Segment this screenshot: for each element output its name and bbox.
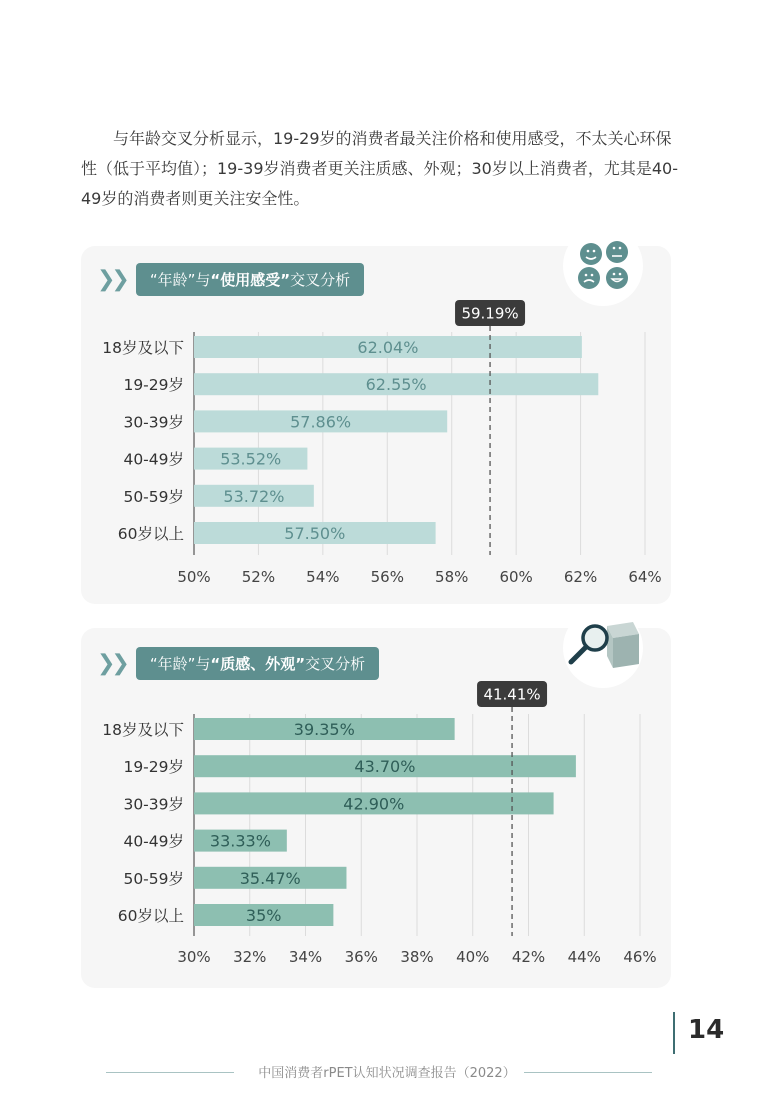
double-chevron-icon: ❯❯ — [97, 651, 126, 676]
category-label: 30-39岁 — [123, 795, 184, 814]
category-label: 40-49岁 — [123, 450, 184, 469]
category-label: 50-59岁 — [123, 869, 184, 888]
bar-value-label: 35.47% — [239, 868, 301, 888]
chart2-title-bold: “质感、外观” — [210, 655, 306, 673]
x-tick-label: 62% — [563, 568, 598, 586]
x-tick-label: 64% — [628, 568, 662, 586]
intro-paragraph: 与年龄交叉分析显示，19-29岁的消费者最关注价格和使用感受，不太关心环保性（低于平均值）；19-39岁消费者更关注质感、外观；30岁以上消费者，尤其是40-49岁的消费者则更关注安全性。 — [81, 129, 678, 208]
average-label: 41.41% — [483, 685, 541, 704]
x-tick-label: 54% — [306, 568, 340, 586]
chart1-title-bold: “使用感受” — [210, 271, 291, 289]
category-label: 18岁及以下 — [102, 339, 184, 357]
x-tick-label: 34% — [288, 948, 323, 966]
x-tick-label: 30% — [177, 948, 211, 966]
category-label: 19-29岁 — [123, 758, 184, 777]
x-tick-label: 38% — [400, 948, 434, 966]
bar-value-label: 62.55% — [365, 375, 427, 395]
x-tick-label: 40% — [456, 948, 490, 966]
category-label: 60岁以上 — [117, 525, 184, 543]
bar-value-label: 35% — [245, 906, 282, 925]
x-tick-label: 44% — [567, 948, 601, 966]
page-number-bar — [673, 1012, 675, 1054]
x-tick-label: 58% — [435, 568, 469, 586]
category-label: 19-29岁 — [123, 376, 184, 395]
bar-value-label: 57.86% — [290, 412, 352, 432]
x-tick-label: 36% — [344, 948, 378, 966]
x-tick-label: 46% — [623, 948, 657, 966]
category-label: 60岁以上 — [117, 907, 184, 925]
double-chevron-icon: ❯❯ — [97, 267, 126, 292]
chart2-title-prefix: “年龄”与 — [149, 655, 211, 673]
footer-title: 中国消费者rPET认知状况调查报告（2022） — [258, 1066, 516, 1081]
category-label: 50-59岁 — [123, 487, 184, 506]
chart1-title-suffix: 交叉分析 — [290, 271, 351, 289]
bar-value-label: 43.70% — [354, 757, 416, 777]
bar-value-label: 42.90% — [343, 794, 405, 814]
category-label: 18岁及以下 — [102, 721, 184, 739]
bar-value-label: 39.35% — [293, 720, 355, 739]
x-tick-label: 42% — [511, 948, 546, 966]
category-label: 30-39岁 — [123, 413, 184, 432]
x-tick-label: 56% — [370, 568, 404, 586]
bar-value-label: 57.50% — [284, 524, 346, 543]
x-tick-label: 50% — [177, 568, 211, 586]
x-tick-label: 32% — [233, 948, 267, 966]
chart2-title-suffix: 交叉分析 — [305, 655, 366, 673]
page-number: 14 — [688, 1015, 725, 1045]
x-tick-label: 60% — [499, 568, 533, 586]
bar-value-label: 62.04% — [357, 338, 419, 357]
bar-value-label: 53.52% — [220, 449, 282, 469]
bar-value-label: 33.33% — [209, 831, 271, 851]
chart1-title-prefix: “年龄”与 — [149, 271, 211, 289]
average-label: 59.19% — [461, 304, 519, 323]
x-tick-label: 52% — [241, 568, 276, 586]
category-label: 40-49岁 — [123, 832, 184, 851]
bar-value-label: 53.72% — [223, 486, 285, 506]
